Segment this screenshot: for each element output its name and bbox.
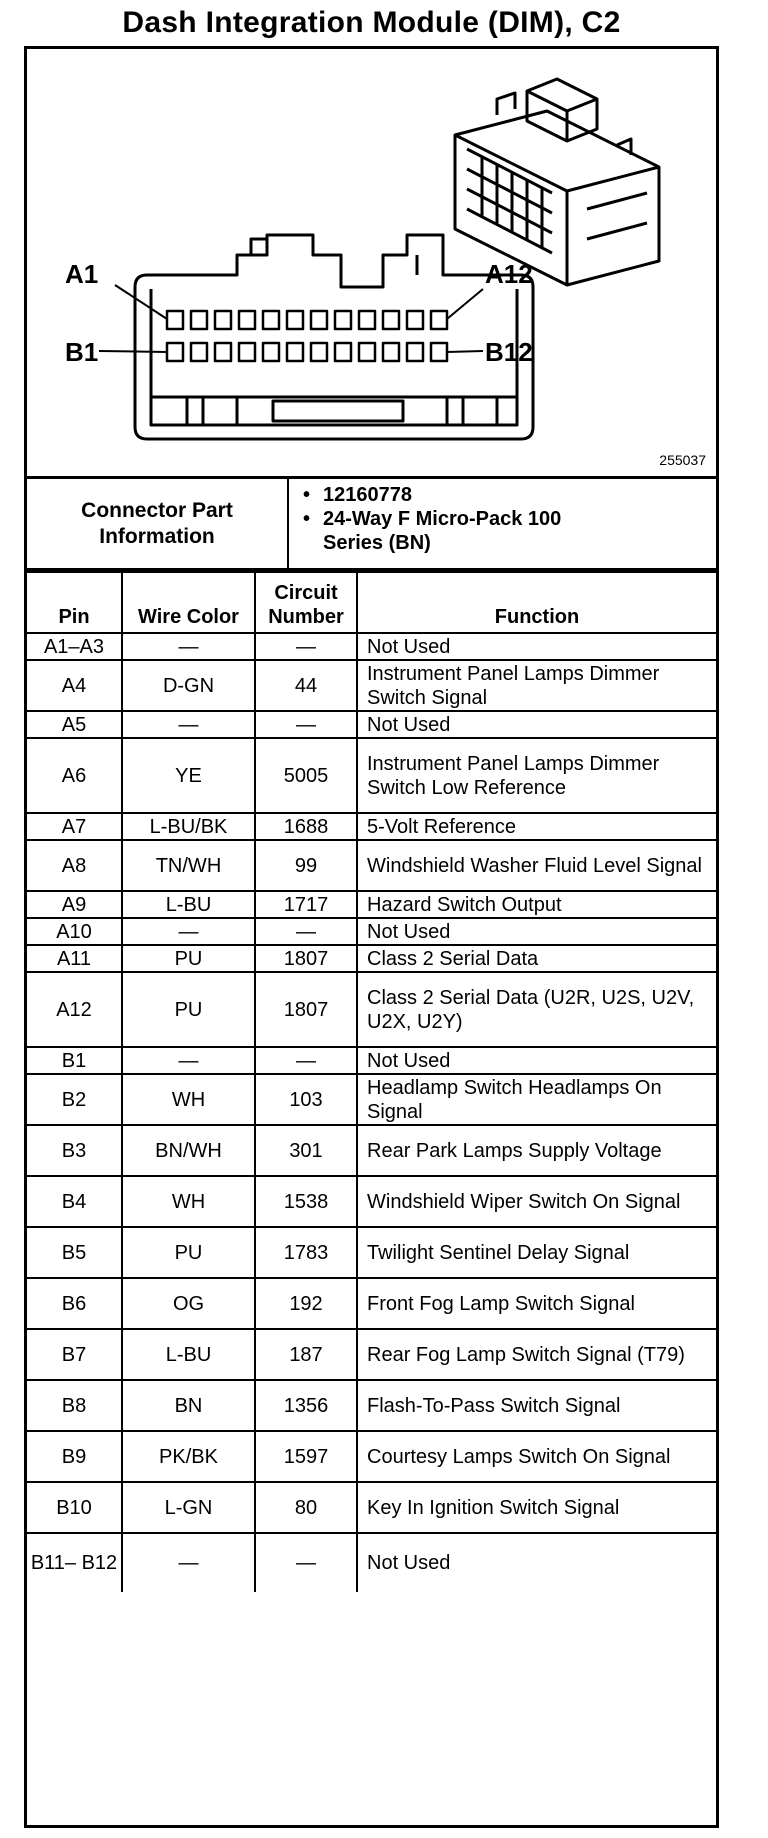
function-cell: Front Fog Lamp Switch Signal bbox=[357, 1278, 716, 1329]
table-row bbox=[27, 1176, 716, 1227]
pin-row-a bbox=[167, 311, 447, 329]
table-row bbox=[27, 918, 716, 945]
circuit-cell: — bbox=[255, 711, 357, 738]
function-cell: Twilight Sentinel Delay Signal bbox=[357, 1227, 716, 1278]
pin-cell: B3 bbox=[27, 1125, 122, 1176]
pin-cell: B4 bbox=[27, 1176, 122, 1227]
pin-cell: A8 bbox=[27, 840, 122, 891]
wire-color-cell: PU bbox=[122, 1227, 255, 1278]
page-title: Dash Integration Module (DIM), C2 bbox=[122, 6, 621, 39]
function-cell: Not Used bbox=[357, 633, 716, 660]
table-row bbox=[27, 1482, 716, 1533]
pin-cell: A7 bbox=[27, 813, 122, 840]
function-cell: Rear Park Lamps Supply Voltage bbox=[357, 1125, 716, 1176]
pin-cell: B1 bbox=[27, 1047, 122, 1074]
connector-3d-view bbox=[455, 79, 659, 285]
function-cell: Flash-To-Pass Switch Signal bbox=[357, 1380, 716, 1431]
table-row bbox=[27, 1380, 716, 1431]
function-cell: Not Used bbox=[357, 1047, 716, 1074]
pin-cell: B11– B12 bbox=[27, 1533, 122, 1592]
connector-info-label: Connector Part Information bbox=[27, 479, 289, 568]
circuit-cell: — bbox=[255, 1047, 357, 1074]
pin-cell: B10 bbox=[27, 1482, 122, 1533]
wire-color-cell: L-BU bbox=[122, 1329, 255, 1380]
pin-label-a1: A1 bbox=[65, 259, 99, 289]
circuit-cell: 301 bbox=[255, 1125, 357, 1176]
pin-label-b1: B1 bbox=[65, 337, 99, 367]
table-row bbox=[27, 633, 716, 660]
function-cell: Not Used bbox=[357, 1533, 716, 1592]
circuit-cell: 192 bbox=[255, 1278, 357, 1329]
function-cell: Key In Ignition Switch Signal bbox=[357, 1482, 716, 1533]
table-row bbox=[27, 1278, 716, 1329]
circuit-cell: 1807 bbox=[255, 972, 357, 1047]
table-row bbox=[27, 1125, 716, 1176]
part-number-item: • 12160778 bbox=[303, 484, 412, 506]
circuit-cell: 1356 bbox=[255, 1380, 357, 1431]
column-header-function: Function bbox=[357, 572, 716, 633]
wire-color-cell: OG bbox=[122, 1278, 255, 1329]
pin-cell: B9 bbox=[27, 1431, 122, 1482]
function-cell: Instrument Panel Lamps Dimmer Switch Signal bbox=[357, 660, 716, 711]
wire-color-cell: PU bbox=[122, 945, 255, 972]
connector-diagram bbox=[27, 49, 716, 479]
function-cell: Courtesy Lamps Switch On Signal bbox=[357, 1431, 716, 1482]
wire-color-cell: — bbox=[122, 711, 255, 738]
table-row bbox=[27, 972, 716, 1047]
pin-cell: A4 bbox=[27, 660, 122, 711]
wire-color-cell: PK/BK bbox=[122, 1431, 255, 1482]
table-row bbox=[27, 1431, 716, 1482]
pin-cell: B6 bbox=[27, 1278, 122, 1329]
pin-cell: B2 bbox=[27, 1074, 122, 1125]
function-cell: Not Used bbox=[357, 711, 716, 738]
circuit-cell: 103 bbox=[255, 1074, 357, 1125]
function-cell: Windshield Washer Fluid Level Signal bbox=[357, 840, 716, 891]
connector-table-frame bbox=[24, 46, 719, 1828]
table-row bbox=[27, 1533, 716, 1592]
wire-color-cell: L-GN bbox=[122, 1482, 255, 1533]
circuit-cell: 44 bbox=[255, 660, 357, 711]
table-row bbox=[27, 891, 716, 918]
circuit-cell: 99 bbox=[255, 840, 357, 891]
table-row bbox=[27, 738, 716, 813]
wire-color-cell: PU bbox=[122, 972, 255, 1047]
circuit-cell: — bbox=[255, 1533, 357, 1592]
wire-color-cell: — bbox=[122, 1047, 255, 1074]
pinout-table bbox=[27, 571, 716, 1592]
table-row bbox=[27, 945, 716, 972]
function-cell: 5-Volt Reference bbox=[357, 813, 716, 840]
column-header-pin: Pin bbox=[27, 572, 122, 633]
table-row bbox=[27, 660, 716, 711]
wire-color-cell: — bbox=[122, 918, 255, 945]
table-row bbox=[27, 1074, 716, 1125]
pin-label-a12: A12 bbox=[485, 259, 533, 289]
wire-color-cell: D-GN bbox=[122, 660, 255, 711]
wire-color-cell: WH bbox=[122, 1176, 255, 1227]
circuit-cell: 1538 bbox=[255, 1176, 357, 1227]
wire-color-cell: WH bbox=[122, 1074, 255, 1125]
circuit-cell: — bbox=[255, 633, 357, 660]
pin-row-b bbox=[167, 343, 447, 361]
pin-cell: A10 bbox=[27, 918, 122, 945]
circuit-cell: 1688 bbox=[255, 813, 357, 840]
pin-cell: B5 bbox=[27, 1227, 122, 1278]
circuit-cell: 5005 bbox=[255, 738, 357, 813]
pin-cell: A5 bbox=[27, 711, 122, 738]
pin-cell: B8 bbox=[27, 1380, 122, 1431]
column-header-wire-color: Wire Color bbox=[122, 572, 255, 633]
connector-front-view bbox=[135, 235, 533, 439]
pin-cell: A1–A3 bbox=[27, 633, 122, 660]
wire-color-cell: TN/WH bbox=[122, 840, 255, 891]
column-header-circuit: Circuit Number bbox=[255, 572, 357, 633]
function-cell: Instrument Panel Lamps Dimmer Switch Low Reference bbox=[357, 738, 716, 813]
function-cell: Not Used bbox=[357, 918, 716, 945]
wire-color-cell: L-BU bbox=[122, 891, 255, 918]
table-header-row bbox=[27, 572, 716, 633]
connector-part-information bbox=[27, 479, 716, 571]
function-cell: Hazard Switch Output bbox=[357, 891, 716, 918]
pin-cell: A12 bbox=[27, 972, 122, 1047]
function-cell: Class 2 Serial Data bbox=[357, 945, 716, 972]
wire-color-cell: BN/WH bbox=[122, 1125, 255, 1176]
wire-color-cell: YE bbox=[122, 738, 255, 813]
pin-cell: A9 bbox=[27, 891, 122, 918]
figure-number: 255037 bbox=[659, 452, 706, 468]
function-cell: Headlamp Switch Headlamps On Signal bbox=[357, 1074, 716, 1125]
circuit-cell: 187 bbox=[255, 1329, 357, 1380]
circuit-cell: 1597 bbox=[255, 1431, 357, 1482]
table-row bbox=[27, 711, 716, 738]
circuit-cell: — bbox=[255, 918, 357, 945]
function-cell: Class 2 Serial Data (U2R, U2S, U2V, U2X, U2Y) bbox=[357, 972, 716, 1047]
pin-cell: A6 bbox=[27, 738, 122, 813]
wire-color-cell: — bbox=[122, 1533, 255, 1592]
table-row bbox=[27, 1047, 716, 1074]
function-cell: Rear Fog Lamp Switch Signal (T79) bbox=[357, 1329, 716, 1380]
pin-cell: B7 bbox=[27, 1329, 122, 1380]
function-cell: Windshield Wiper Switch On Signal bbox=[357, 1176, 716, 1227]
circuit-cell: 1717 bbox=[255, 891, 357, 918]
table-row bbox=[27, 813, 716, 840]
wire-color-cell: — bbox=[122, 633, 255, 660]
pin-cell: A11 bbox=[27, 945, 122, 972]
wire-color-cell: L-BU/BK bbox=[122, 813, 255, 840]
circuit-cell: 80 bbox=[255, 1482, 357, 1533]
wire-color-cell: BN bbox=[122, 1380, 255, 1431]
pinout-rows bbox=[27, 633, 716, 1592]
pin-label-b12: B12 bbox=[485, 337, 533, 367]
circuit-cell: 1783 bbox=[255, 1227, 357, 1278]
table-row bbox=[27, 1227, 716, 1278]
connector-type-item: • 24-Way F Micro-Pack 100 Series (BN) bbox=[303, 508, 562, 554]
connector-drawing bbox=[27, 49, 716, 476]
table-row bbox=[27, 1329, 716, 1380]
circuit-cell: 1807 bbox=[255, 945, 357, 972]
connector-info-values bbox=[289, 479, 716, 568]
table-row bbox=[27, 840, 716, 891]
